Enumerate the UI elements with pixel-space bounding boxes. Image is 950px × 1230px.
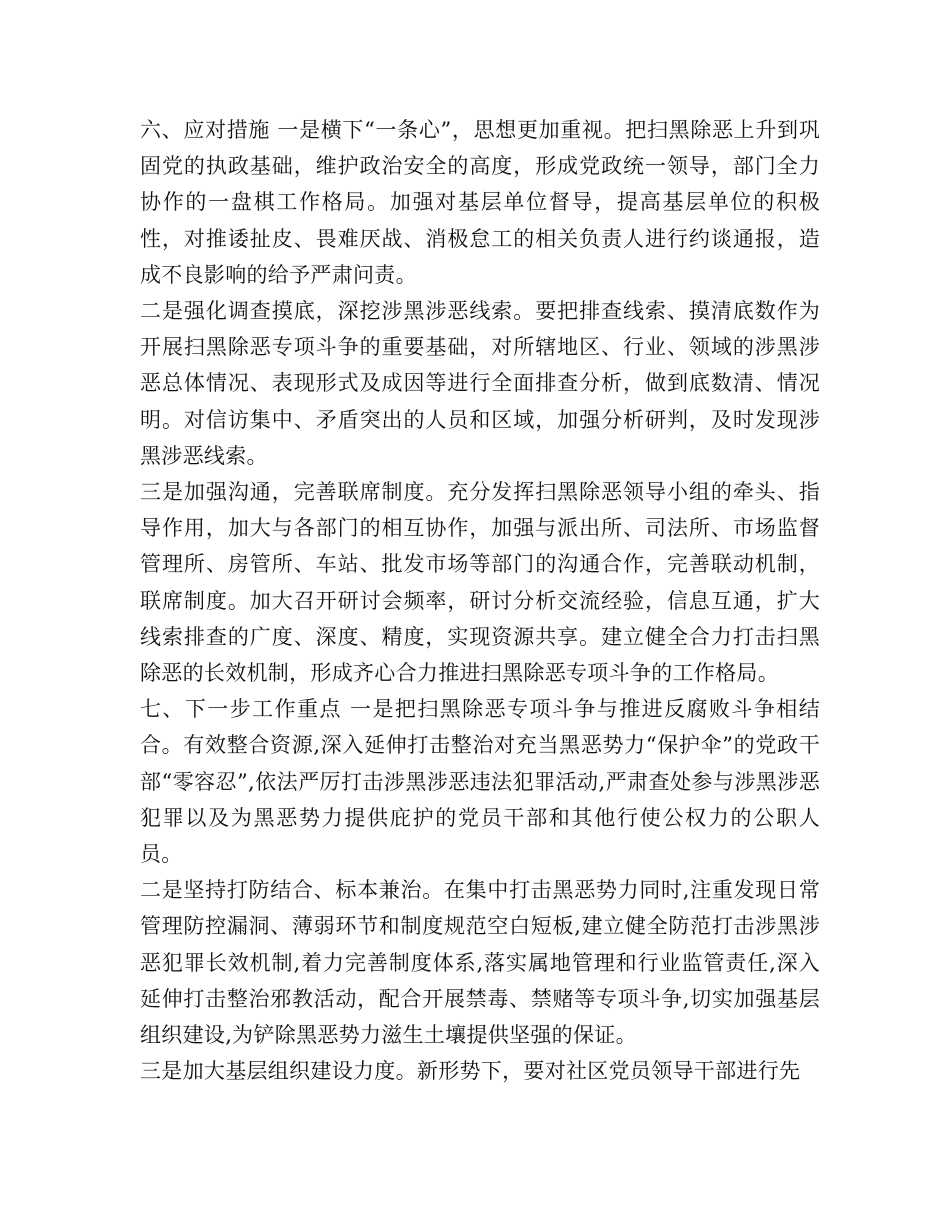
paragraph-communication: 三是加强沟通，完善联席制度。充分发挥扫黑除恶领导小组的牵头、指导作用，加大与各部门的相互协作，加强与派出所、司法所、市场监督管理所、房管所、车站、批发市场等部门的沟通合作，完善联动机制，联席制度。加大召开研讨会频率，研讨分析交流经验，信息互通，扩大线索排查的广度、深度、精度，实现资源共享。建立健全合力打击扫黑除恶的长效机制，形成齐心合力推进扫黑除恶专项斗争的工作格局。 <box>140 480 820 686</box>
paragraph-response-measures: 六、应对措施 一是横下“一条心”，思想更加重视。把扫黑除恶上升到巩固党的执政基础，维护政治安全的高度，形成党政统一领导，部门全力协作的一盘棋工作格局。加强对基层单位督导，提高基层单位的积极性，对推诿扯皮、畏难厌战、消极怠工的相关负责人进行约谈通报，造成不良影响的给予严肃问责。 <box>140 118 820 287</box>
paragraph-prevention: 二是坚持打防结合、标本兼治。在集中打击黑恶势力同时,注重发现日常管理防控漏洞、薄弱环节和制度规范空白短板,建立健全防范打击涉黑涉恶犯罪长效机制,着力完善制度体系,落实属地管理和行业监管责任,深入延伸打击整治邪教活动，配合开展禁毒、禁赌等专项斗争,切实加强基层组织建设,为铲除黑恶势力滋生土壤提供坚强的保证。 <box>140 878 820 1048</box>
paragraph-next-steps: 七、下一步工作重点 一是把扫黑除恶专项斗争与推进反腐败斗争相结合。有效整合资源,深入延伸打击整治对充当黑恶势力“保护伞”的党政干部“零容忍”,依法严厉打击涉黑涉恶违法犯罪活动,严肃查处参与涉黑涉恶犯罪以及为黑恶势力提供庇护的党员干部和其他行使公权力的公职人员。 <box>140 697 820 867</box>
document-body <box>140 112 820 1089</box>
paragraph-grassroots: 三是加大基层组织建设力度。新形势下，要对社区党员领导干部进行先 <box>140 1059 801 1084</box>
paragraph-investigation: 二是强化调查摸底，深挖涉黑涉恶线索。要把排查线索、摸清底数作为开展扫黑除恶专项斗争的重要基础，对所辖地区、行业、领域的涉黑涉恶总体情况、表现形式及成因等进行全面排查分析，做到底数清、情况明。对信访集中、矛盾突出的人员和区域，加强分析研判，及时发现涉黑涉恶线索。 <box>140 299 820 468</box>
